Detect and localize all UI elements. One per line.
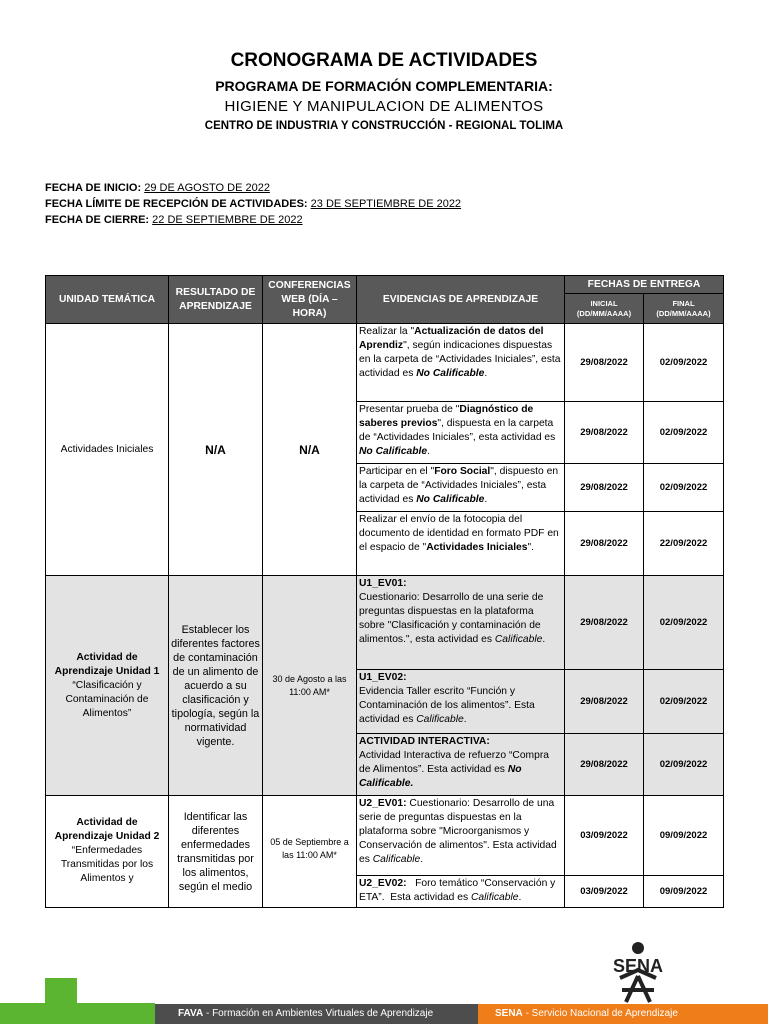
unit-subtitle: “Clasificación y Contaminación de Alimentos” — [65, 679, 149, 719]
evidence-text: Evidencia Taller escrito “Función y Contaminación de los alimentos”. Esta actividad es — [359, 686, 535, 725]
evidence-text: . — [427, 446, 430, 457]
evidence-cell — [357, 464, 565, 512]
evidence-cell — [357, 324, 565, 402]
sena-footer — [478, 1004, 768, 1024]
final-date: 09/09/2022 — [644, 796, 724, 876]
evidence-text: Cuestionario: Desarrollo de una serie de preguntas dispuestas en la plataforma sobre "Microorganismos y Conservación de alimentos". Esta actividad es — [359, 798, 557, 865]
conference-cell: 30 de Agosto a las 11:00 AM* — [263, 576, 357, 796]
evidence-qualifier: Calificable — [416, 714, 464, 725]
limit-date-label: FECHA LÍMITE DE RECEPCIÓN DE ACTIVIDADES: — [45, 198, 308, 210]
close-date-value: 22 DE SEPTIEMBRE DE 2022 — [152, 214, 303, 226]
final-date: 22/09/2022 — [644, 512, 724, 576]
center-title: CENTRO DE INDUSTRIA Y CONSTRUCCIÓN - REGIONAL TOLIMA — [204, 120, 564, 132]
result-cell: Establecer los diferentes factores de contaminación de un alimento de acuerdo a su clasificación y tipología, según la normatividad vigente. — [169, 576, 263, 796]
fava-footer — [155, 1004, 478, 1024]
course-title: HIGIENE Y MANIPULACION DE ALIMENTOS — [224, 98, 544, 115]
start-date-line — [45, 180, 461, 196]
document-title: CRONOGRAMA DE ACTIVIDADES — [230, 50, 538, 71]
evidence-cell — [357, 734, 565, 796]
dates-block — [45, 180, 461, 228]
evidence-code: U1_EV01: — [359, 578, 407, 589]
evidence-bold: Actualización de datos del Aprendiz — [359, 326, 544, 351]
initial-date: 29/08/2022 — [565, 734, 644, 796]
header-final: FINAL (DD/MM/AAAA) — [644, 294, 724, 324]
evidence-text: Presentar prueba de " — [359, 404, 460, 415]
evidence-qualifier: No Calificable — [359, 446, 428, 457]
evidence-text: ". — [527, 542, 535, 553]
header-evidence: EVIDENCIAS DE APRENDIZAJE — [357, 276, 565, 324]
unit-subtitle: “Enfermedades Transmitidas por los Alimentos y — [60, 845, 154, 884]
sena-label: SENA — [495, 1008, 523, 1019]
unit-cell: Actividades Iniciales — [46, 324, 169, 576]
initial-date: 29/08/2022 — [565, 324, 644, 402]
close-date-label: FECHA DE CIERRE: — [45, 214, 150, 226]
limit-date-line — [45, 196, 461, 212]
evidence-qualifier: Calificable — [470, 892, 519, 903]
initial-date: 29/08/2022 — [565, 512, 644, 576]
final-date: 02/09/2022 — [644, 734, 724, 796]
schedule-table — [45, 275, 724, 908]
evidence-text: ", dispuesta en la carpeta de “Actividades Iniciales”, esta actividad es — [359, 418, 556, 443]
header-deadlines: FECHAS DE ENTREGA — [565, 276, 724, 294]
evidence-code: ACTIVIDAD INTERACTIVA: — [359, 736, 490, 747]
start-date-value: 29 DE AGOSTO DE 2022 — [144, 182, 270, 194]
close-date-line — [45, 212, 461, 228]
evidence-qualifier: No Calificable. — [359, 764, 522, 789]
fava-text: - Formación en Ambientes Virtuales de Aprendizaje — [203, 1008, 434, 1019]
evidence-code: U2_EV02: — [359, 878, 407, 889]
unit-cell — [46, 796, 169, 908]
table-row — [46, 324, 724, 402]
result-cell: Identificar las diferentes enfermedades transmitidas por los alimentos, según el medio — [169, 796, 263, 908]
limit-date-value: 23 DE SEPTIEMBRE DE 2022 — [310, 198, 462, 210]
evidence-text: ", según indicaciones dispuestas en la carpeta de “Actividades Iniciales”, esta actividad es — [359, 340, 561, 379]
footer-bar — [0, 1004, 768, 1024]
program-title: PROGRAMA DE FORMACIÓN COMPLEMENTARIA: — [215, 78, 553, 94]
sena-text: - Servicio Nacional de Aprendizaje — [522, 1008, 678, 1019]
evidence-text: . — [518, 892, 522, 903]
evidence-text: Foro temático “Conservación y ETA”. Esta actividad es — [359, 878, 559, 903]
evidence-qualifier: No Calificable — [416, 494, 485, 505]
final-date: 02/09/2022 — [644, 576, 724, 670]
evidence-text: . — [484, 494, 488, 505]
evidence-text: . — [420, 854, 424, 865]
evidence-cell — [357, 512, 565, 576]
final-date: 09/09/2022 — [644, 876, 724, 908]
evidence-qualifier: Calificable — [494, 634, 543, 645]
header-unit: UNIDAD TEMÁTICA — [46, 276, 169, 324]
conference-cell: 05 de Septiembre a las 11:00 AM* — [263, 796, 357, 908]
evidence-text: Actividad Interactiva de refuerzo “Compra de Alimentos”. Esta actividad es — [359, 750, 550, 775]
result-cell: N/A — [169, 324, 263, 576]
unit-cell — [46, 576, 169, 796]
initial-date: 03/09/2022 — [565, 876, 644, 908]
initial-date: 29/08/2022 — [565, 464, 644, 512]
header-result: RESULTADO DE APRENDIZAJE — [169, 276, 263, 324]
evidence-cell — [357, 576, 565, 670]
evidence-text: Realizar la " — [359, 326, 415, 337]
evidence-text: Participar en el " — [359, 466, 435, 477]
evidence-text: Realizar el envío de la fotocopia del documento de identidad en formato PDF en el espacio de " — [359, 514, 559, 553]
final-date: 02/09/2022 — [644, 464, 724, 512]
table-row — [46, 796, 724, 876]
evidence-qualifier: Calificable — [372, 854, 421, 865]
sena-logo-text: SENA — [612, 956, 664, 976]
evidence-text: Cuestionario: Desarrollo de una serie de preguntas dispuestas en la plataforma sobre "Clasificación y contaminación de alimentos.", esta actividad es — [359, 592, 544, 645]
evidence-cell — [357, 796, 565, 876]
evidence-bold: Foro Social — [434, 466, 491, 477]
table-row — [46, 576, 724, 670]
final-date: 02/09/2022 — [644, 402, 724, 464]
evidence-bold: Diagnóstico de saberes previos — [359, 404, 534, 429]
evidence-cell — [357, 402, 565, 464]
final-date: 02/09/2022 — [644, 324, 724, 402]
evidence-qualifier: No Calificable — [416, 368, 485, 379]
unit-title: Actividad de Aprendizaje Unidad 2 — [54, 817, 160, 842]
fava-label: FAVA — [178, 1008, 204, 1019]
initial-date: 03/09/2022 — [565, 796, 644, 876]
start-date-label: FECHA DE INICIO: — [45, 182, 142, 194]
evidence-cell — [357, 670, 565, 734]
initial-date: 29/08/2022 — [565, 670, 644, 734]
final-date: 02/09/2022 — [644, 670, 724, 734]
evidence-cell — [357, 876, 565, 908]
header-initial: INICIAL (DD/MM/AAAA) — [565, 294, 644, 324]
evidence-text: ", dispuesto en la carpeta de “Actividades Iniciales”, esta actividad es — [359, 466, 559, 505]
initial-date: 29/08/2022 — [565, 576, 644, 670]
evidence-text: . — [484, 368, 488, 379]
header-conferences: CONFERENCIAS WEB (DÍA – HORA) — [263, 276, 357, 324]
evidence-text: . — [463, 714, 467, 725]
evidence-code: U2_EV01: — [359, 798, 407, 809]
evidence-bold: Actividades Iniciales — [426, 542, 528, 553]
sena-logo — [598, 940, 680, 1004]
initial-date: 29/08/2022 — [565, 402, 644, 464]
unit-title: Actividad de Aprendizaje Unidad 1 — [54, 651, 160, 677]
evidence-code: U1_EV02: — [359, 672, 407, 683]
conference-cell: N/A — [263, 324, 357, 576]
evidence-text: . — [542, 634, 546, 645]
